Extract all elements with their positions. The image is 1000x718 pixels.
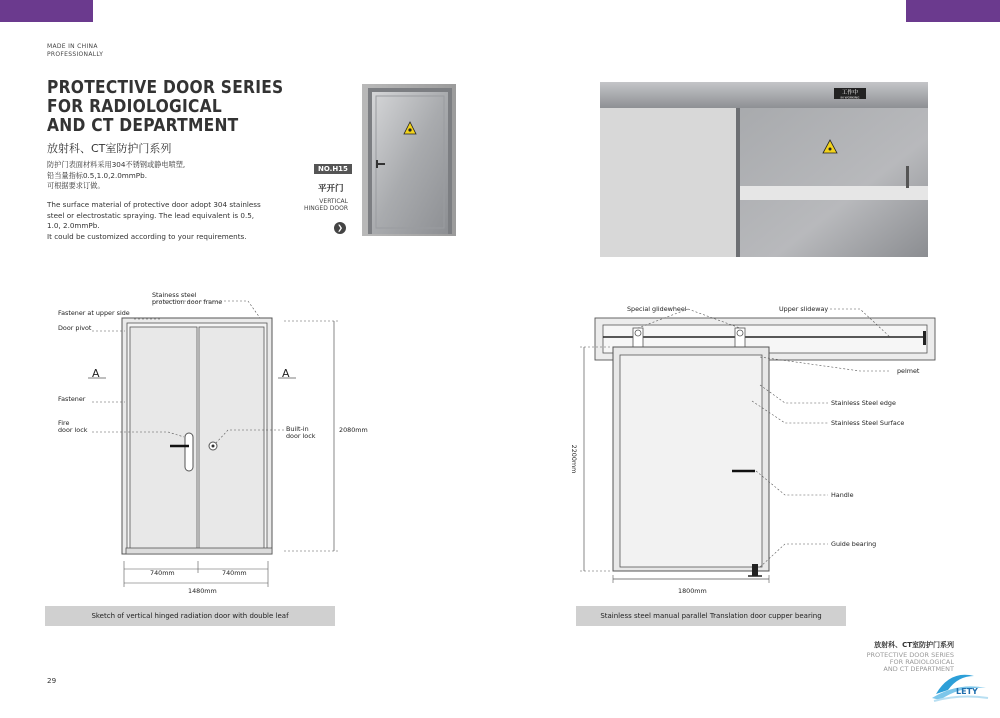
label-pelmet: pelmet	[897, 367, 920, 375]
page-number: 29	[47, 676, 57, 685]
made-in-label: MADE IN CHINA PROFESSIONALLY	[47, 43, 104, 58]
label-edge: Stainless Steel edge	[831, 399, 896, 407]
caption-sliding: Stainless steel manual parallel Translation door cupper bearing	[576, 606, 846, 626]
label-upper-fastener: Fastener at upper side	[58, 309, 130, 317]
description-en: The surface material of protective door adopt 304 stainless steel or electrostatic spraying. The lead equivalent is 0.5, 1.0, 2.0mmPb. It could be customized according to your requirements.	[47, 200, 261, 241]
label-fastener: Fastener	[58, 395, 86, 403]
label-builtin-lock-2: door lock	[286, 432, 316, 440]
sliding-door-diagram	[560, 295, 920, 600]
page-title: PROTECTIVE DOOR SERIES FOR RADIOLOGICAL AND CT DEPARTMENT	[47, 77, 284, 136]
label-door-pivot: Door pivot	[58, 324, 92, 332]
top-left-tab	[0, 0, 93, 22]
label-fire-lock-2: door lock	[58, 426, 88, 434]
logo-text: LETY	[956, 687, 978, 696]
product-name-cn: 平开门	[318, 184, 344, 194]
label-frame-2: protection door frame	[152, 298, 223, 306]
sign-en: IN WORKING	[840, 95, 860, 100]
hinged-door-photo	[362, 84, 456, 236]
label-slideway: Upper slideway	[779, 305, 829, 313]
caption-hinged: Sketch of vertical hinged radiation door with double leaf	[45, 606, 335, 626]
dim-width-left: 740mm	[150, 569, 175, 577]
dim-width: 1800mm	[678, 587, 707, 595]
chevron-right-icon[interactable]: ❯	[334, 222, 346, 234]
footer-title-cn: 放射科、CT室防护门系列	[874, 641, 954, 649]
dim-height: 2200mm	[570, 444, 578, 474]
label-frame: Stainess steel	[152, 291, 197, 299]
lety-logo	[930, 668, 992, 704]
label-surface: Stainless Steel Surface	[831, 419, 905, 427]
sign-cn: 工作中	[841, 90, 859, 96]
section-a-left: A	[92, 367, 100, 380]
product-name-en: VERTICAL HINGED DOOR	[304, 198, 348, 212]
label-handle: Handle	[831, 491, 854, 499]
hinged-door-diagram	[40, 285, 370, 605]
dim-width-right: 740mm	[222, 569, 247, 577]
top-right-tab	[906, 0, 1000, 22]
product-badge: NO.H15	[314, 164, 352, 174]
footer-title-en: PROTECTIVE DOOR SERIES FOR RADIOLOGICAL AND CT DEPARTMENT	[866, 651, 954, 673]
label-glidewheel: Special glidewheel	[627, 305, 687, 313]
label-builtin-lock: Built-in	[286, 425, 309, 433]
sliding-door-photo	[600, 82, 928, 257]
label-guide-bearing: Guide bearing	[831, 540, 877, 548]
subtitle-cn: 放射科、CT室防护门系列	[47, 142, 172, 155]
label-fire-lock: Fire	[58, 419, 70, 427]
dim-total-width: 1480mm	[188, 587, 217, 595]
description-cn: 防护门表面材料采用304不锈钢或静电喷塑, 铅当量指标0.5,1.0,2.0mmPb. 可根据要求订做。	[47, 160, 186, 190]
section-a-right: A	[282, 367, 290, 380]
dim-height: 2080mm	[339, 426, 368, 434]
